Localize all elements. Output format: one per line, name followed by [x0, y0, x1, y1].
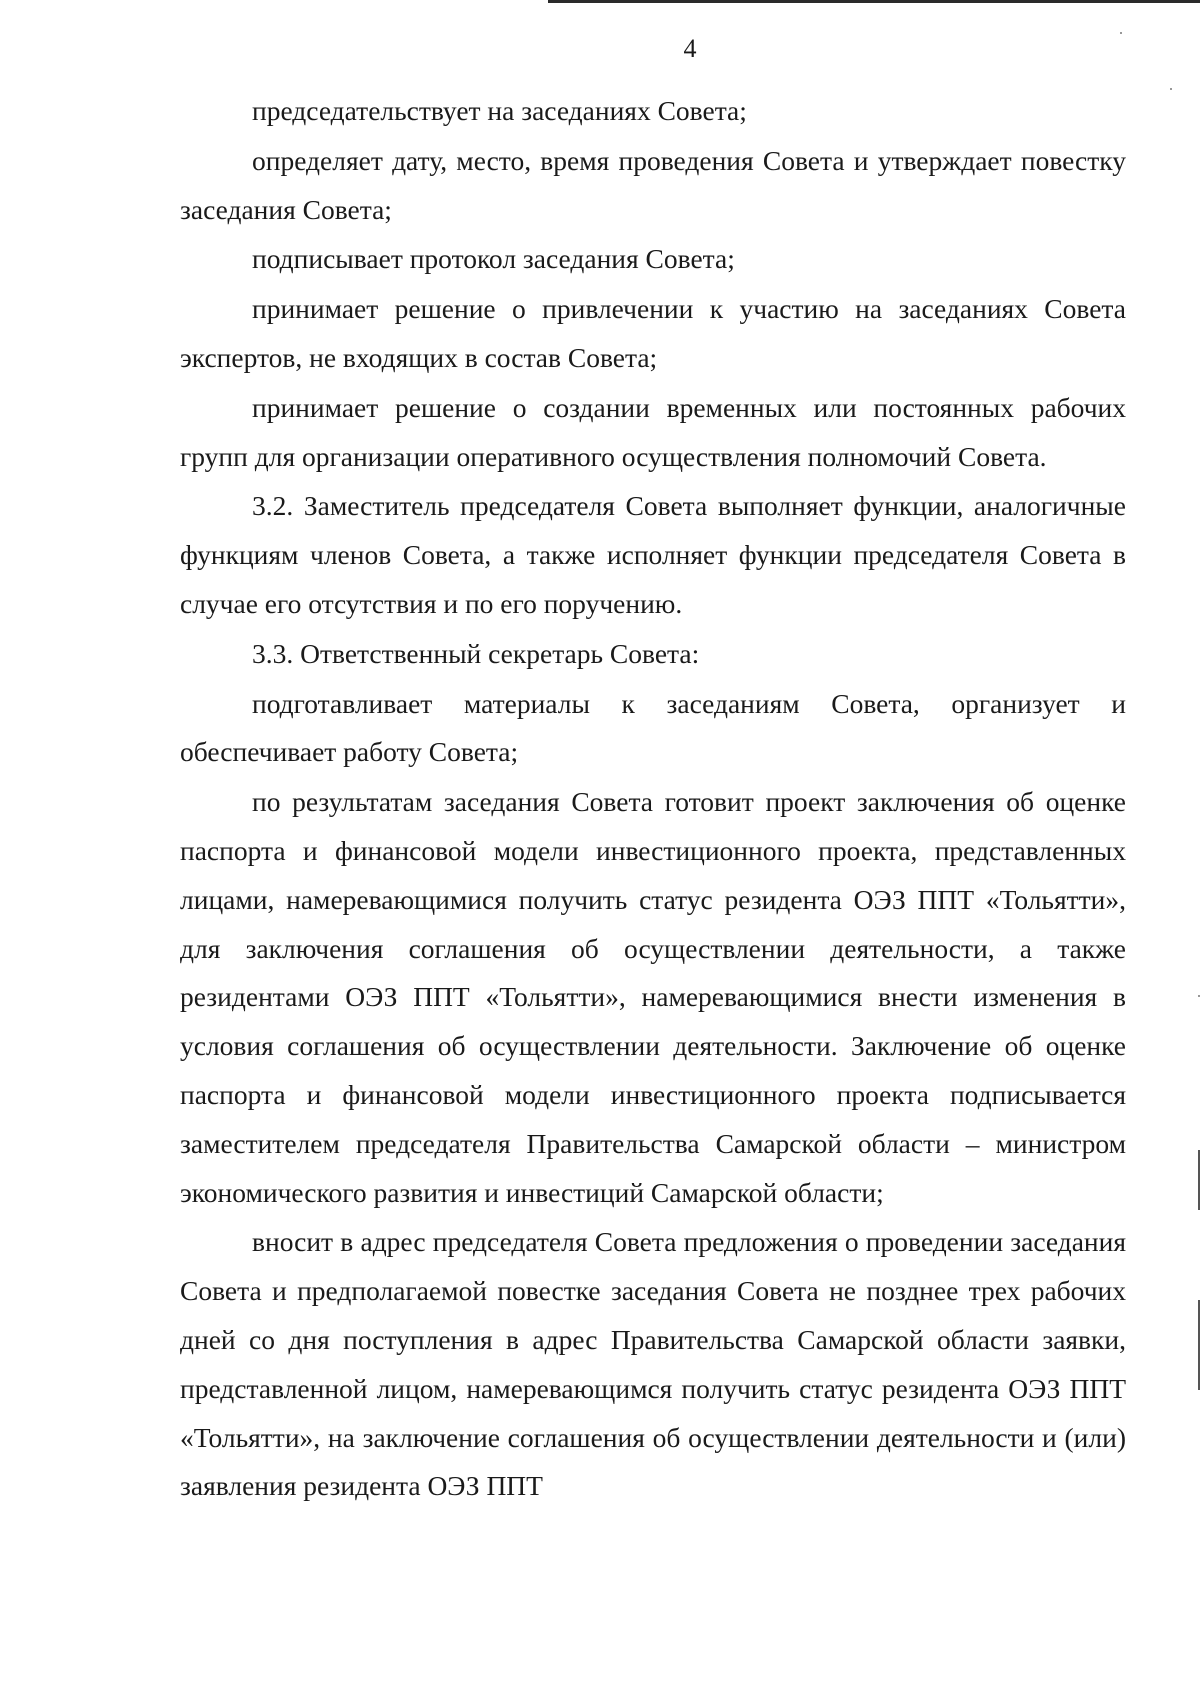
- document-body: [180, 87, 1126, 1512]
- paragraph: 3.2. Заместитель председателя Совета выполняет функции, аналогичные функциям членов Совета, а также исполняет функции председателя Совета в случае его отсутствия и по его поручению.: [180, 490, 1126, 619]
- paragraph: вносит в адрес председателя Совета предложения о проведении заседания Совета и предполагаемой повестке заседания Совета не позднее трех рабочих дней со дня поступления в адрес Правительства Самарской области заявки, представленной лицом, намеревающимся получить статус резидента ОЭЗ ППТ «Тольятти», на заключение соглашения об осуществлении деятельности и (или) заявления резидента ОЭЗ ППТ: [180, 1226, 1126, 1502]
- paragraph: определяет дату, место, время проведения Совета и утверждает повестку заседания Совета;: [180, 144, 1126, 225]
- paragraph: подготавливает материалы к заседаниям Совета, организует и обеспечивает работу Совета;: [180, 687, 1126, 768]
- paragraph: председательствует на заседаниях Совета;: [252, 95, 747, 126]
- paragraph: подписывает протокол заседания Совета;: [252, 243, 735, 275]
- paragraph: по результатам заседания Совета готовит проект заключения об оценке паспорта и финансовой модели инвестиционного проекта, представленных лицами, намеревающимися получить статус резидента ОЭЗ ППТ «Тольятти», для заключения соглашения об осуществлении деятельности, а также резидентами ОЭЗ ППТ «Тольятти», намеревающимися внести изменения в условия соглашения об осуществлении деятельности. Заключение об оценке паспорта и финансовой модели инвестиционного проекта подписывается заместителем председателя Правительства Самарской области – министром экономического развития и инвестиций Самарской области;: [180, 786, 1126, 1208]
- scan-top-edge-line: [548, 0, 1200, 3]
- paragraph: 3.3. Ответственный секретарь Совета:: [252, 637, 700, 669]
- paragraph: принимает решение о создании временных или постоянных рабочих групп для организации оперативного осуществления полномочий Совета.: [180, 391, 1126, 472]
- page-number: 4: [683, 34, 697, 63]
- paragraph: принимает решение о привлечении к участию на заседаниях Совета экспертов, не входящих в состав Совета;: [180, 293, 1126, 373]
- scan-speck: [1170, 88, 1172, 90]
- scan-speck: [1120, 32, 1122, 34]
